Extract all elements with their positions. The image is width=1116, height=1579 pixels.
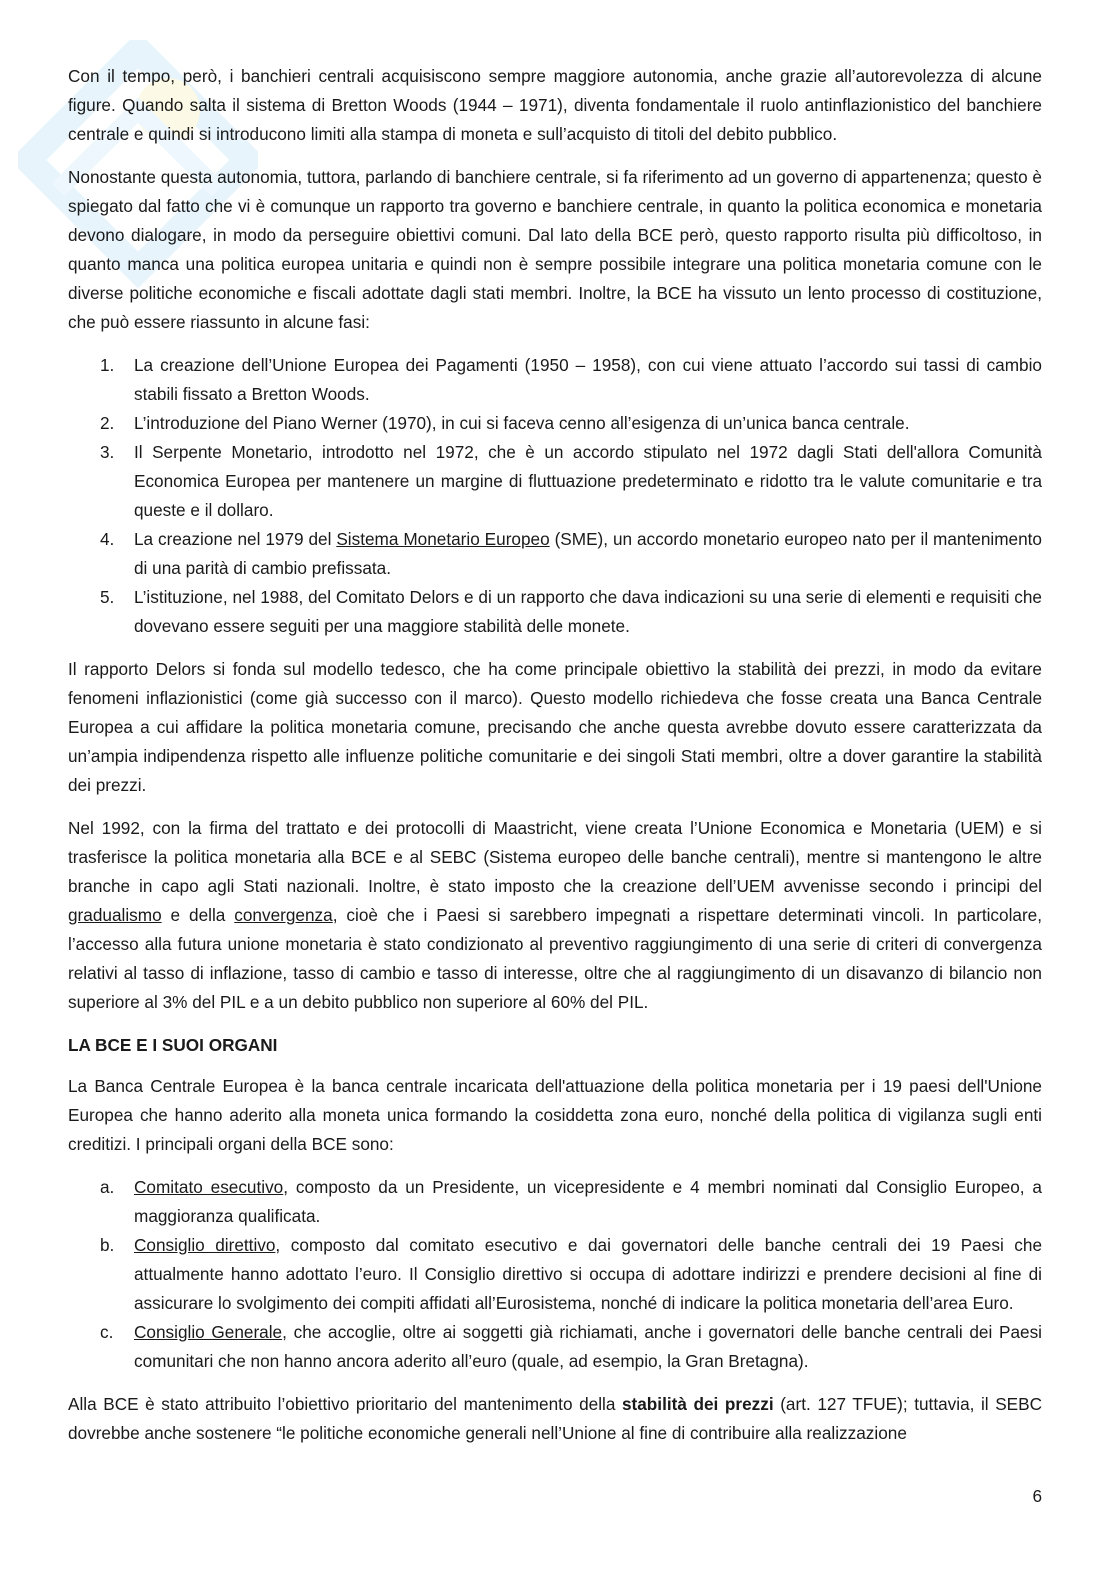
- underlined-term: gradualismo: [68, 905, 162, 925]
- phases-list: [68, 351, 1042, 641]
- underlined-term: Consiglio Generale: [134, 1322, 283, 1342]
- underlined-term: Sistema Monetario Europeo: [336, 529, 550, 549]
- list-item-text: L’istituzione, nel 1988, del Comitato Delors e di un rapporto che dava indicazioni su una serie di elementi e requisiti che dovevano essere seguiti per una maggiore stabilità delle monete.: [134, 587, 1042, 636]
- list-item: [68, 525, 1042, 583]
- list-marker: c.: [100, 1322, 114, 1342]
- underlined-term: Comitato esecutivo: [134, 1177, 284, 1197]
- paragraph-delors-report: Il rapporto Delors si fonda sul modello tedesco, che ha come principale obiettivo la stabilità dei prezzi, in modo da evitare fenomeni inflazionistici (come già successo con il marco). Questo modello richiedeva che fosse creata una Banca Centrale Europea a cui affidare la politica monetaria comune, precisando che anche questa avrebbe dovuto essere caratterizzata da un’ampia indipendenza rispetto alle influenze politiche comunitarie e dei singoli Stati membri, oltre a dover garantire la stabilità dei prezzi.: [68, 659, 1042, 795]
- list-item: [68, 351, 1042, 409]
- paragraph-bce-intro: La Banca Centrale Europea è la banca centrale incaricata dell'attuazione della politica monetaria per i 19 paesi dell'Unione Europea che hanno aderito alla moneta unica formando la cosiddetta zona euro, nonché della politica di vigilanza sugli enti creditizi. I principali organi della BCE sono:: [68, 1076, 1042, 1154]
- list-marker: 5.: [100, 587, 115, 607]
- list-marker: b.: [100, 1235, 115, 1255]
- text-segment: (SME), un accordo monetario europeo nato per il mantenimento di una parità di cambio prefissata.: [134, 529, 1042, 578]
- list-item: [68, 1173, 1042, 1231]
- list-item: [68, 583, 1042, 641]
- paragraph-price-stability: [68, 1390, 1042, 1448]
- text-segment: , che accoglie, oltre ai soggetti già richiamati, anche i governatori delle banche centrali dei Paesi comunitari che non hanno ancora aderito all’euro (quale, ad esempio, la Gran Bretagna).: [134, 1322, 1043, 1371]
- list-item: [68, 438, 1042, 525]
- text-segment: , composto dal comitato esecutivo e dai governatori delle banche centrali dei 19 Paesi che attualmente hanno adottato l’euro. Il Consiglio direttivo si occupa di adottare indirizzi e prendere decisioni al fine di assicurare lo svolgimento dei compiti affidati all’Eurosistema, nonché di indicare la politica monetaria dell’area Euro.: [134, 1235, 1043, 1313]
- list-item-text: Il Serpente Monetario, introdotto nel 1972, che è un accordo stipulato nel 1972 dagli Stati dell'allora Comunità Economica Europea per mantenere un margine di fluttuazione predeterminato e ridotto tra le valute comunitarie e tra queste e il dollaro.: [134, 442, 1042, 520]
- text-segment: , cioè che i Paesi si sarebbero impegnati a rispettare determinati vincoli. In particolare, l’accesso alla futura unione monetaria è stato condizionato al preventivo raggiungimento di una serie di criteri di convergenza relativi al tasso di inflazione, tasso di cambio e tasso di interesse, oltre che al raggiungimento di un disavanzo di bilancio non superiore al 3% del PIL e a un debito pubblico non superiore al 60% del PIL.: [68, 905, 1043, 1012]
- list-marker: 3.: [100, 442, 115, 462]
- list-marker: 4.: [100, 529, 115, 549]
- list-item: [68, 1231, 1042, 1318]
- list-item: [68, 1318, 1042, 1376]
- paragraph-government-relation: Nonostante questa autonomia, tuttora, parlando di banchiere centrale, si fa riferimento ad un governo di appartenenza; questo è spiegato dal fatto che vi è comunque un rapporto tra governo e banchiere centrale, in quanto la politica economica e monetaria devono dialogare, in modo da perseguire obiettivi comuni. Dal lato della BCE però, questo rapporto risulta più difficoltoso, in quanto manca una politica europea unitaria e quindi non è sempre possibile integrare una politica monetaria comune con le diverse politiche economiche e fiscali adottate dagli stati membri. Inoltre, la BCE ha vissuto un lento processo di costituzione, che può essere riassunto in alcune fasi:: [68, 167, 1042, 332]
- underlined-term: convergenza: [234, 905, 333, 925]
- organs-list: [68, 1173, 1042, 1376]
- underlined-term: Consiglio direttivo: [134, 1235, 276, 1255]
- list-marker: 2.: [100, 413, 115, 433]
- section-heading: LA BCE E I SUOI ORGANI: [68, 1035, 278, 1055]
- text-segment: La creazione nel 1979 del: [134, 529, 337, 549]
- list-item-text: [134, 1231, 1042, 1318]
- document-page: [68, 62, 1042, 1462]
- text-segment: Nel 1992, con la firma del trattato e dei protocolli di Maastricht, viene creata l’Unione Economica e Monetaria (UEM) e si trasferisce la politica monetaria alla BCE e al SEBC (Sistema europeo delle banche centrali), mentre si mantengono le altre branche in capo agli Stati nazionali. Inoltre, è stato imposto che la creazione dell’UEM avvenisse secondo i principi del: [68, 818, 1042, 896]
- bold-term: stabilità dei prezzi: [621, 1394, 774, 1414]
- list-marker: a.: [100, 1177, 115, 1197]
- paragraph-maastricht: [68, 814, 1042, 1017]
- list-item-text: [134, 1173, 1042, 1231]
- list-item: [68, 409, 1042, 438]
- text-segment: (art. 127 TFUE); tuttavia, il SEBC dovrebbe anche sostenere “le politiche economiche generali nell’Unione al fine di contribuire alla realizzazione: [68, 1394, 1043, 1443]
- paragraph-autonomy: Con il tempo, però, i banchieri centrali acquisiscono sempre maggiore autonomia, anche grazie all’autorevolezza di alcune figure. Quando salta il sistema di Bretton Woods (1944 – 1971), diventa fondamentale il ruolo antinflazionistico del banchiere centrale e quindi si introducono limiti alla stampa di moneta e sull’acquisto di titoli del debito pubblico.: [68, 66, 1042, 144]
- text-segment: Alla BCE è stato attribuito l’obiettivo prioritario del mantenimento della: [68, 1394, 622, 1414]
- list-item-text: [134, 525, 1042, 583]
- list-item-text: L’introduzione del Piano Werner (1970), in cui si faceva cenno all’esigenza di un’unica banca centrale.: [134, 413, 910, 433]
- list-marker: 1.: [100, 355, 115, 375]
- text-segment: , composto da un Presidente, un vicepresidente e 4 membri nominati dal Consiglio Europeo, a maggioranza qualificata.: [134, 1177, 1042, 1226]
- list-item-text: La creazione dell’Unione Europea dei Pagamenti (1950 – 1958), con cui viene attuato l’accordo sui tassi di cambio stabili fissato a Bretton Woods.: [134, 355, 1042, 404]
- list-item-text: [134, 1318, 1042, 1376]
- page-number: 6: [1032, 1486, 1042, 1506]
- text-segment: e della: [161, 905, 235, 925]
